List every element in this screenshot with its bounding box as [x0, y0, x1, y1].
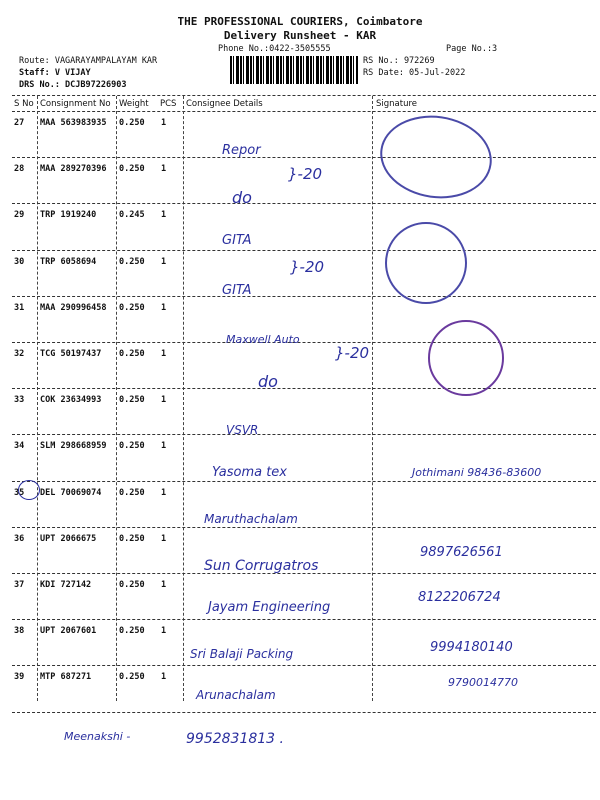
table-top-rule: [12, 95, 596, 96]
row-sno: 31: [14, 302, 25, 313]
staff: Staff: V VIJAY: [19, 68, 91, 78]
row-rule: [12, 527, 596, 528]
footer-name: Meenakshi -: [64, 730, 131, 743]
row-rule: [12, 250, 596, 251]
row-consignment: MAA 290996458: [40, 302, 107, 313]
row-sno: 37: [14, 580, 25, 590]
row-pcs: 1: [161, 672, 167, 683]
delivery-stamp: [385, 222, 467, 304]
row-sno: 39: [14, 672, 25, 683]
row-pcs: 1: [161, 395, 167, 406]
handwritten-signature: 9994180140: [430, 640, 513, 655]
delivery-stamp: [428, 320, 504, 396]
row-weight: 0.250: [119, 349, 145, 359]
row-sno: 34: [14, 441, 25, 452]
handwritten-consignee: Sri Balaji Packing: [190, 647, 294, 661]
row-consignment: COK 23634993: [40, 395, 102, 406]
row-weight: 0.250: [119, 256, 145, 267]
column-divider: [37, 96, 38, 701]
row-rule: [12, 481, 596, 482]
row-consignment: SLM 298668959: [40, 441, 107, 452]
col-header-consignment: Consignment No: [40, 99, 111, 109]
handwritten-consignee: Sun Corrugatros: [204, 558, 319, 574]
row-consignment: TCG 50197437: [40, 349, 102, 359]
handwritten-consignee: do: [258, 372, 278, 391]
route: Route: VAGARAYAMPALAYAM KAR: [19, 56, 158, 66]
handwritten-signature: Jothimani 98436-83600: [412, 466, 542, 479]
footer-phone: 9952831813 .: [186, 731, 284, 747]
row-pcs: 1: [161, 210, 167, 221]
row-weight: 0.250: [119, 118, 145, 128]
row-rule: [12, 157, 596, 158]
row-rule: [12, 296, 596, 297]
row-consignment: TRP 1919240: [40, 210, 97, 221]
handwritten-signature: 9897626561: [420, 545, 503, 560]
handwritten-consignee: Yasoma tex: [212, 465, 287, 480]
col-header-weight: Weight: [119, 99, 149, 109]
handwritten-signature: 9790014770: [448, 676, 518, 689]
row-rule: [12, 434, 596, 435]
row-consignment: MAA 289270396: [40, 164, 107, 175]
company-title: THE PROFESSIONAL COURIERS, Coimbatore: [177, 15, 423, 28]
row-consignment: DEL 70069074: [40, 487, 102, 498]
handwritten-consignee: do: [232, 188, 252, 207]
row-pcs: 1: [161, 626, 167, 637]
row-sno: 28: [14, 164, 25, 175]
circled-mark: [18, 480, 40, 500]
column-divider: [116, 96, 117, 701]
column-divider: [183, 96, 184, 701]
row-pcs: 1: [161, 441, 167, 452]
row-consignment: MAA 563983935: [40, 118, 107, 128]
row-weight: 0.250: [119, 487, 145, 498]
row-weight: 0.250: [119, 395, 145, 406]
row-sno: 33: [14, 395, 25, 406]
row-rule: [12, 342, 596, 343]
handwritten-signature: 8122206724: [418, 590, 501, 605]
row-weight: 0.250: [119, 580, 145, 590]
row-weight: 0.245: [119, 210, 145, 221]
header-rule: [12, 111, 596, 112]
row-sno: 36: [14, 533, 25, 544]
row-pcs: 1: [161, 302, 167, 313]
handwritten-consignee: Maruthachalam: [204, 512, 298, 526]
row-rule: [12, 712, 596, 713]
col-header-consignee: Consignee Details: [186, 99, 263, 109]
row-pcs: 1: [161, 580, 167, 590]
row-pcs: 1: [161, 349, 167, 359]
barcode-image: [230, 56, 358, 84]
handwritten-consignee: Maxwell Auto: [226, 333, 300, 346]
row-rule: [12, 619, 596, 620]
row-consignment: KDI 727142: [40, 580, 92, 590]
col-header-sno: S No: [14, 99, 34, 109]
row-weight: 0.250: [119, 672, 145, 683]
delivery-stamp: [375, 109, 497, 206]
row-sno: 27: [14, 118, 25, 128]
row-weight: 0.250: [119, 626, 145, 637]
row-sno: 38: [14, 626, 25, 637]
row-sno: 35: [14, 487, 25, 498]
handwritten-consignee: GITA: [222, 233, 252, 248]
handwritten-consignee: VSVR: [226, 423, 259, 437]
row-weight: 0.250: [119, 164, 145, 175]
col-header-signature: Signature: [376, 99, 418, 109]
row-rule: [12, 388, 596, 389]
row-consignment: MTP 687271: [40, 672, 92, 683]
col-header-pcs: PCS: [160, 99, 177, 109]
row-pcs: 1: [161, 533, 167, 544]
row-rule: [12, 203, 596, 204]
row-consignment: UPT 2067601: [40, 626, 97, 637]
handwritten-consignee: Repor: [222, 143, 261, 158]
row-weight: 0.250: [119, 533, 145, 544]
row-sno: 29: [14, 210, 25, 221]
row-sno: 32: [14, 349, 25, 359]
row-pcs: 1: [161, 164, 167, 175]
page-number: Page No.:3: [446, 44, 498, 54]
row-weight: 0.250: [119, 302, 145, 313]
handwritten-bracket: }-20: [290, 258, 325, 276]
row-pcs: 1: [161, 256, 167, 267]
handwritten-bracket: }-20: [288, 165, 323, 183]
runsheet-subtitle: Delivery Runsheet - KAR: [223, 29, 377, 42]
handwritten-consignee: Arunachalam: [196, 688, 276, 702]
row-pcs: 1: [161, 118, 167, 128]
rs-date: RS Date: 05-Jul-2022: [363, 68, 466, 78]
rs-number: RS No.: 972269: [363, 56, 435, 66]
phone-number: Phone No.:0422-3505555: [218, 44, 331, 54]
handwritten-consignee: GITA: [222, 283, 252, 298]
handwritten-bracket: }-20: [335, 344, 370, 362]
row-rule: [12, 665, 596, 666]
column-divider: [372, 96, 373, 701]
row-consignment: TRP 6058694: [40, 256, 97, 267]
row-consignment: UPT 2066675: [40, 533, 97, 544]
row-weight: 0.250: [119, 441, 145, 452]
drs-number: DRS No.: DCJB97226903: [19, 80, 127, 90]
row-sno: 30: [14, 256, 25, 267]
handwritten-consignee: Jayam Engineering: [208, 600, 331, 615]
row-pcs: 1: [161, 487, 167, 498]
